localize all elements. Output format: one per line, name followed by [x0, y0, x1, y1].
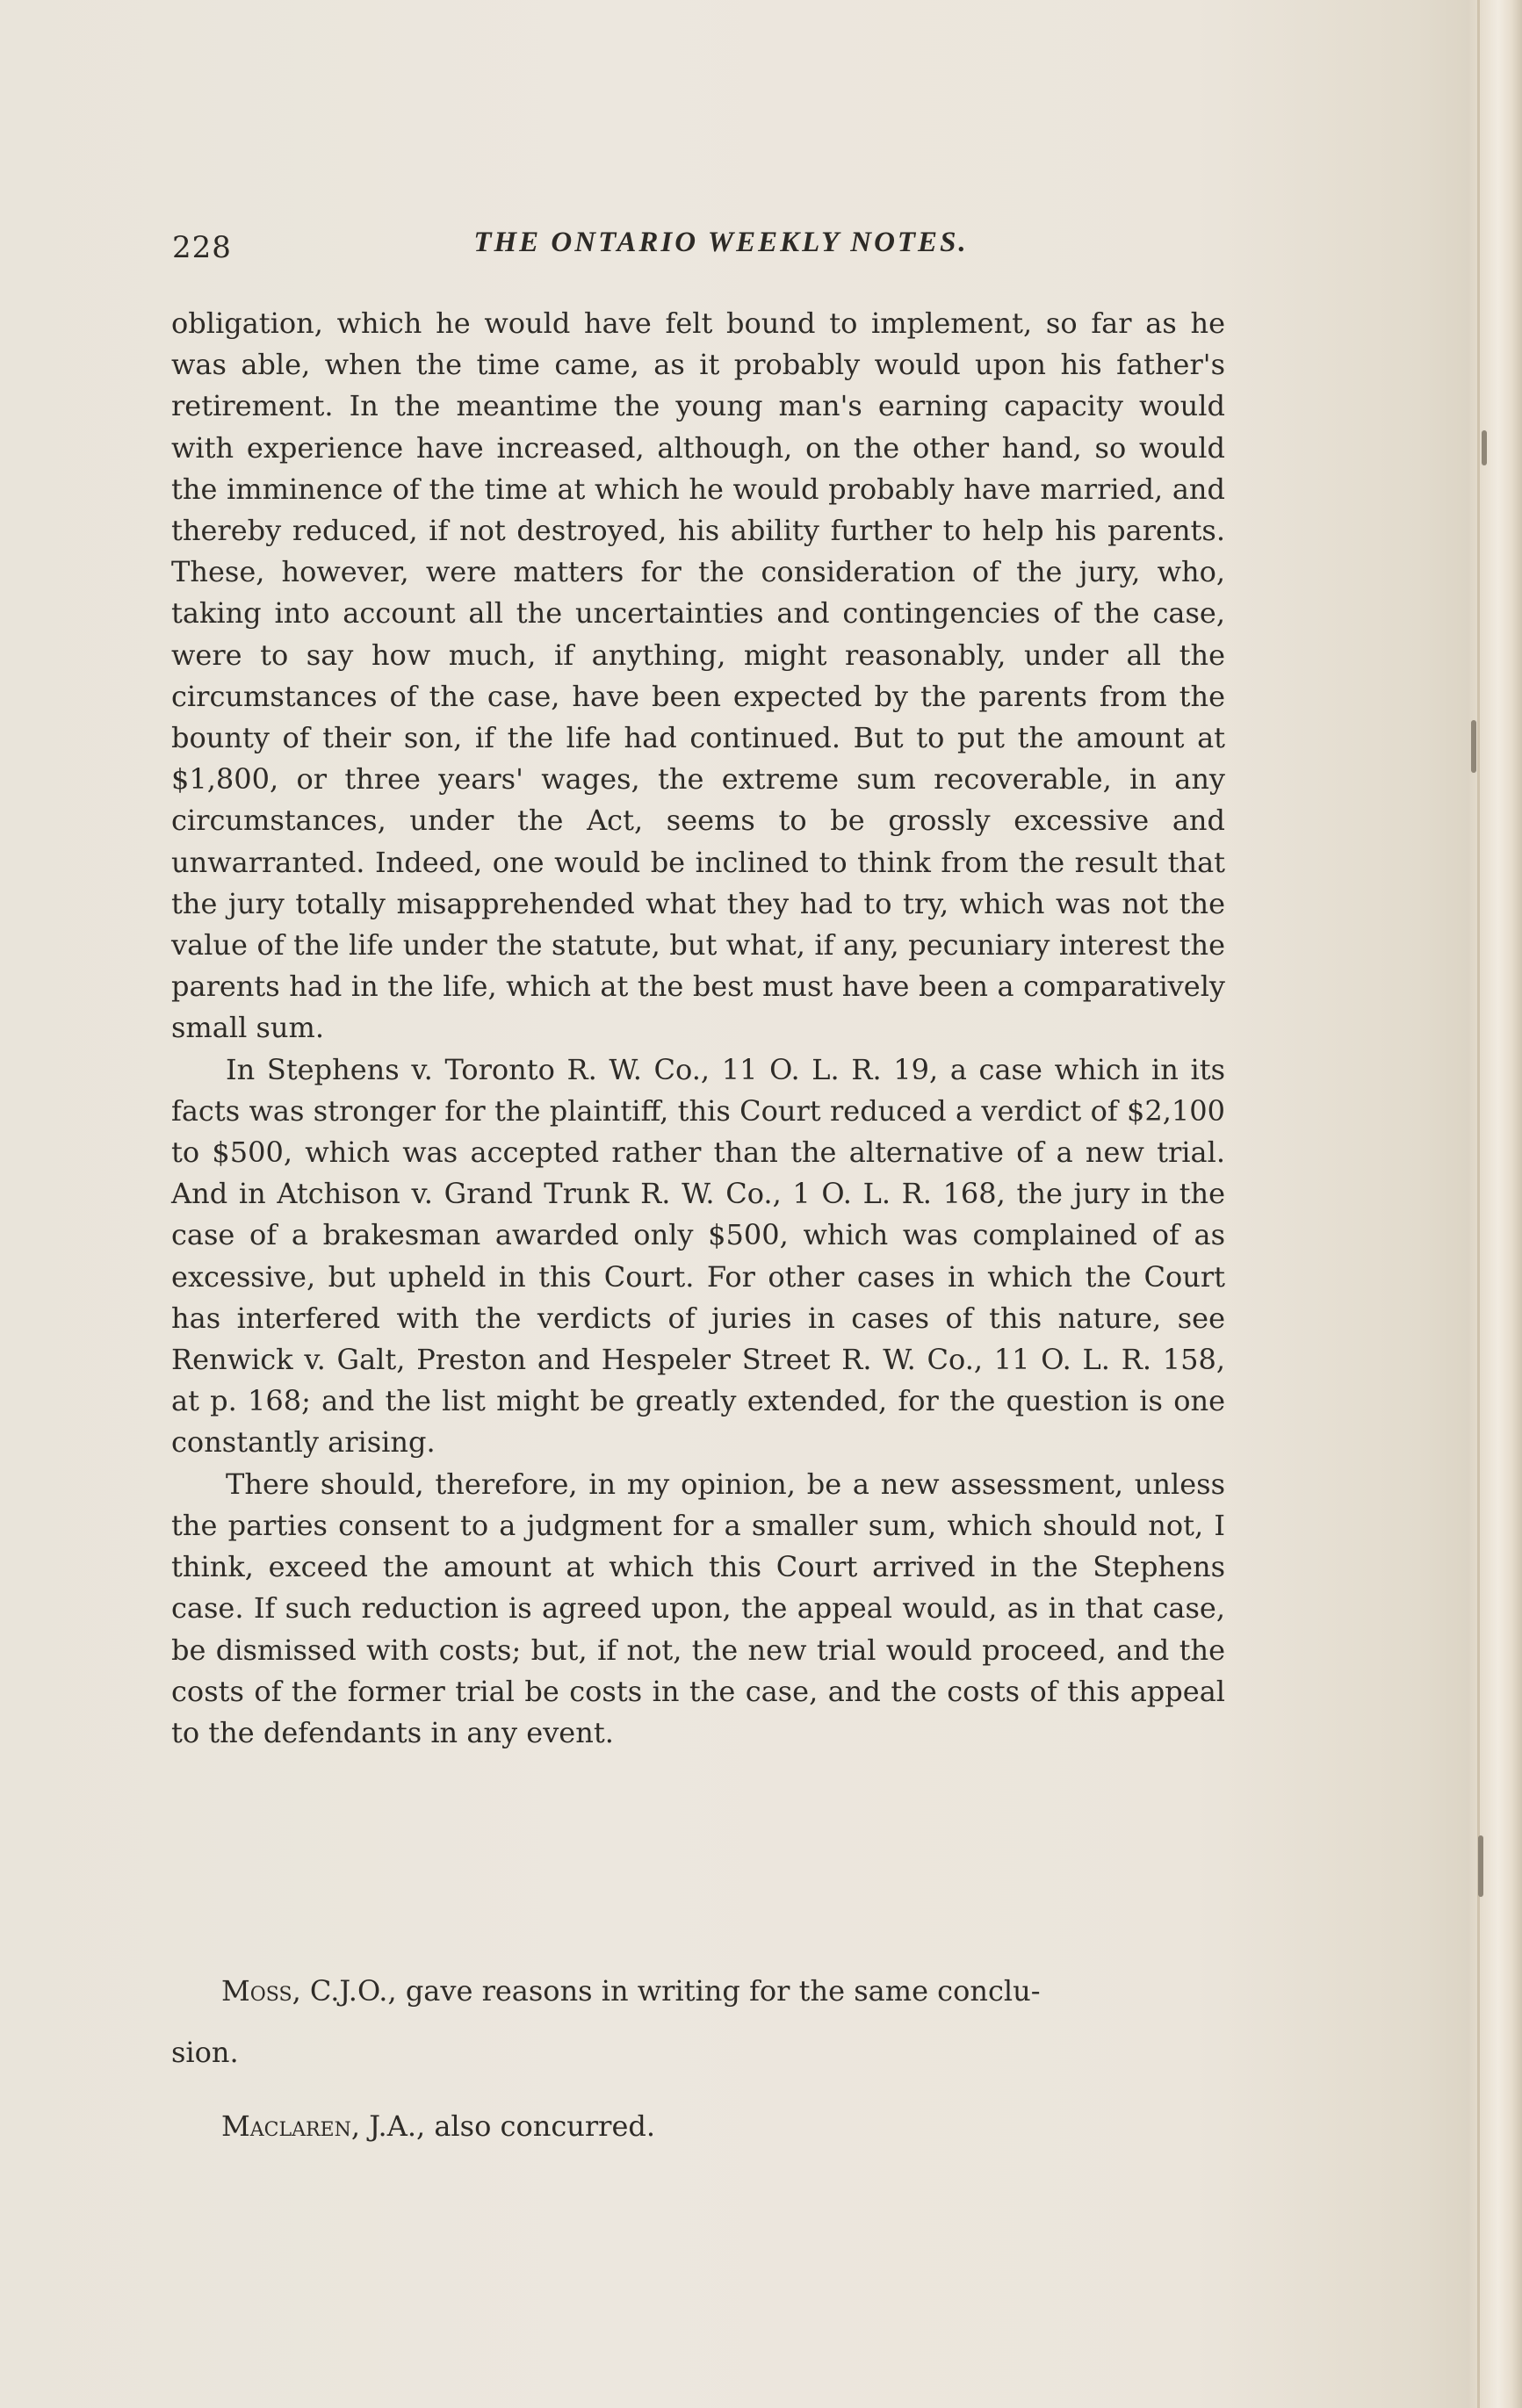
edge-mark: [1478, 1835, 1483, 1897]
edge-mark: [1482, 430, 1487, 465]
page-edge-line: [1477, 0, 1480, 2408]
paragraph: There should, therefore, in my opinion, be a new assessment, unless the parties consent to a judgment for a smaller sum, which should not, I think, exceed the amount at which this Court arrived in the Stephens case. If such reduction is agreed upon, the appeal would, as in that case, be dismissed with costs; but, if not, the new trial would proceed, and the costs of the former trial be costs in the case, and the costs of this appeal to the defendants in any event.: [171, 1467, 1225, 1749]
paragraph: obligation, which he would have felt bound to implement, so far as he was able, when the time came, as it probably would upon his father's retirement. In the meantime the young man's earning capacity would with experience have increased, although, on the other hand, so would the imminence of the time at which he would probably have married, and thereby reduced, if not destroyed, his ability further to help his parents. These, however, were matters for the consideration of the jury, who, taking into account all the uncertainties and contingencies of the case, were to say how much, if anything, might reasonably, under all the circumstances of the case, have been expected by the parents from the bounty of their son, if the life had continued. But to put the amount at $1,800, or three years' wages, the extreme sum recoverable, in any circumstances, under the Act, seems to be grossly excessive and unwarranted. Indeed, one would be inclined to think from the result that the jury totally misapprehended what they had to try, which was not the value of the life under the statute, but what, if any, pecuniary interest the parents had in the life, which at the best must have been a comparatively small sum.: [171, 306, 1225, 1045]
running-head: [172, 220, 1235, 272]
concurrence-text: , J.A., also concurred.: [350, 2109, 656, 2143]
judge-name: Maclaren: [221, 2109, 351, 2143]
concurrence-text: , C.J.O., gave reasons in writing for the same conclu-: [292, 1974, 1041, 2008]
paragraph: In Stephens v. Toronto R. W. Co., 11 O. L. R. 19, a case which in its facts was stronger for the plaintiff, this Court reduced a verdict of $2,100 to $500, which was accepted rather than the alternative of a new trial. And in Atchison v. Grand Trunk R. W. Co., 1 O. L. R. 168, the jury in the case of a brakesman awarded only $500, which was complained of as excessive, but upheld in this Court. For other cases in which the Court has interfered with the verdicts of juries in cases of this nature, see Renwick v. Galt, Preston and Hespeler Street R. W. Co., 11 O. L. R. 158, at p. 168; and the list might be greatly extended, for the question is one constantly arising.: [171, 1052, 1225, 1460]
journal-title: THE ONTARIO WEEKLY NOTES.: [473, 227, 969, 258]
concurrence-continuation: sion.: [171, 2036, 239, 2069]
edge-mark: [1471, 720, 1476, 773]
judge-name: Moss: [221, 1974, 292, 2008]
concurrence-line: [221, 1960, 1231, 2022]
concurrence-line: [221, 2095, 1231, 2157]
page-number: 228: [172, 230, 232, 265]
body-text: [171, 303, 1225, 1754]
